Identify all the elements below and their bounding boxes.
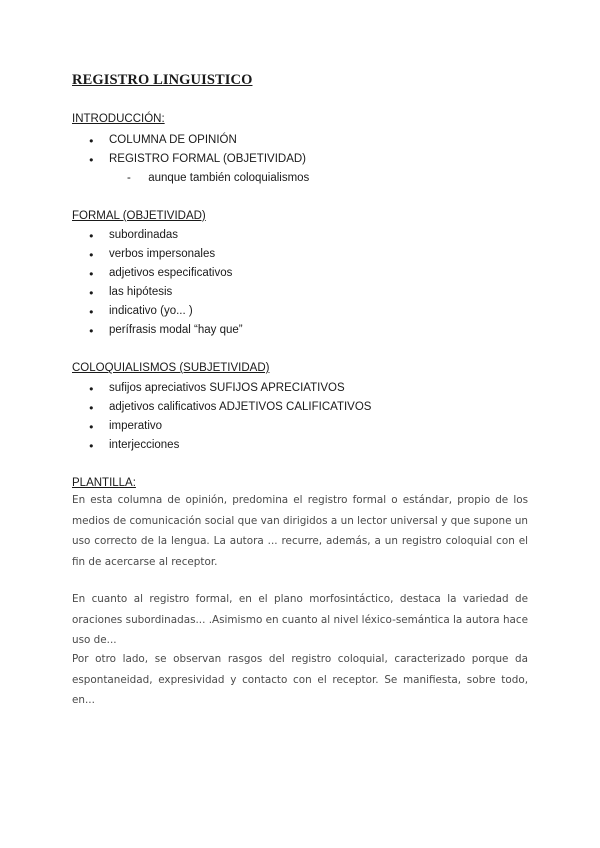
list-item: ● perífrasis modal “hay que” [72, 321, 243, 340]
list-item: ● interjecciones [72, 436, 371, 455]
list-item: ● imperativo [72, 417, 371, 436]
list-item: ● REGISTRO FORMAL (OBJETIVIDAD) [72, 150, 306, 169]
list-item: ● adjetivos calificativos ADJETIVOS CALIFICATIVOS [72, 398, 371, 417]
list-item: ● las hipótesis [72, 283, 243, 302]
list-item: ● subordinadas [72, 226, 243, 245]
list-item: ● adjetivos especificativos [72, 264, 243, 283]
formal-heading: FORMAL (OBJETIVIDAD) [72, 210, 206, 222]
sub-item-text: aunque también coloquialismos [148, 172, 310, 184]
coloquialismos-heading: COLOQUIALISMOS (SUBJETIVIDAD) [72, 362, 270, 374]
list-item: ● COLUMNA DE OPINIÓN [72, 131, 306, 150]
intro-heading: INTRODUCCIÓN: [72, 113, 165, 125]
list-item: ● verbos impersonales [72, 245, 243, 264]
coloquialismos-list [72, 379, 371, 455]
document-title: REGISTRO LINGUISTICO [72, 72, 253, 88]
intro-list [72, 131, 306, 169]
intro-sub-item [127, 172, 309, 184]
list-item: ● sufijos apreciativos SUFIJOS APRECIATIVOS [72, 379, 371, 398]
dash-marker: - [127, 172, 131, 184]
plantilla-paragraph: Por otro lado, se observan rasgos del registro coloquial, caracterizado porque da espontaneidad, expresividad y contacto con el receptor. Se manifiesta, sobre todo, en... [72, 653, 528, 706]
plantilla-heading: PLANTILLA: [72, 477, 136, 489]
formal-list [72, 226, 243, 340]
plantilla-paragraph: En esta columna de opinión, predomina el registro formal o estándar, propio de los medios de comunicación social que van dirigidos a un lector universal y que supone un uso correcto de la lengua. La autora ... recurre, además, a un registro coloquial con el fin de acercarse al receptor. [72, 494, 528, 568]
plantilla-paragraph: En cuanto al registro formal, en el plano morfosintáctico, destaca la variedad de oraciones subordinadas... .Asimismo en cuanto al nivel léxico-semántica la autora hace uso de... [72, 593, 528, 646]
list-item: ● indicativo (yo... ) [72, 302, 243, 321]
